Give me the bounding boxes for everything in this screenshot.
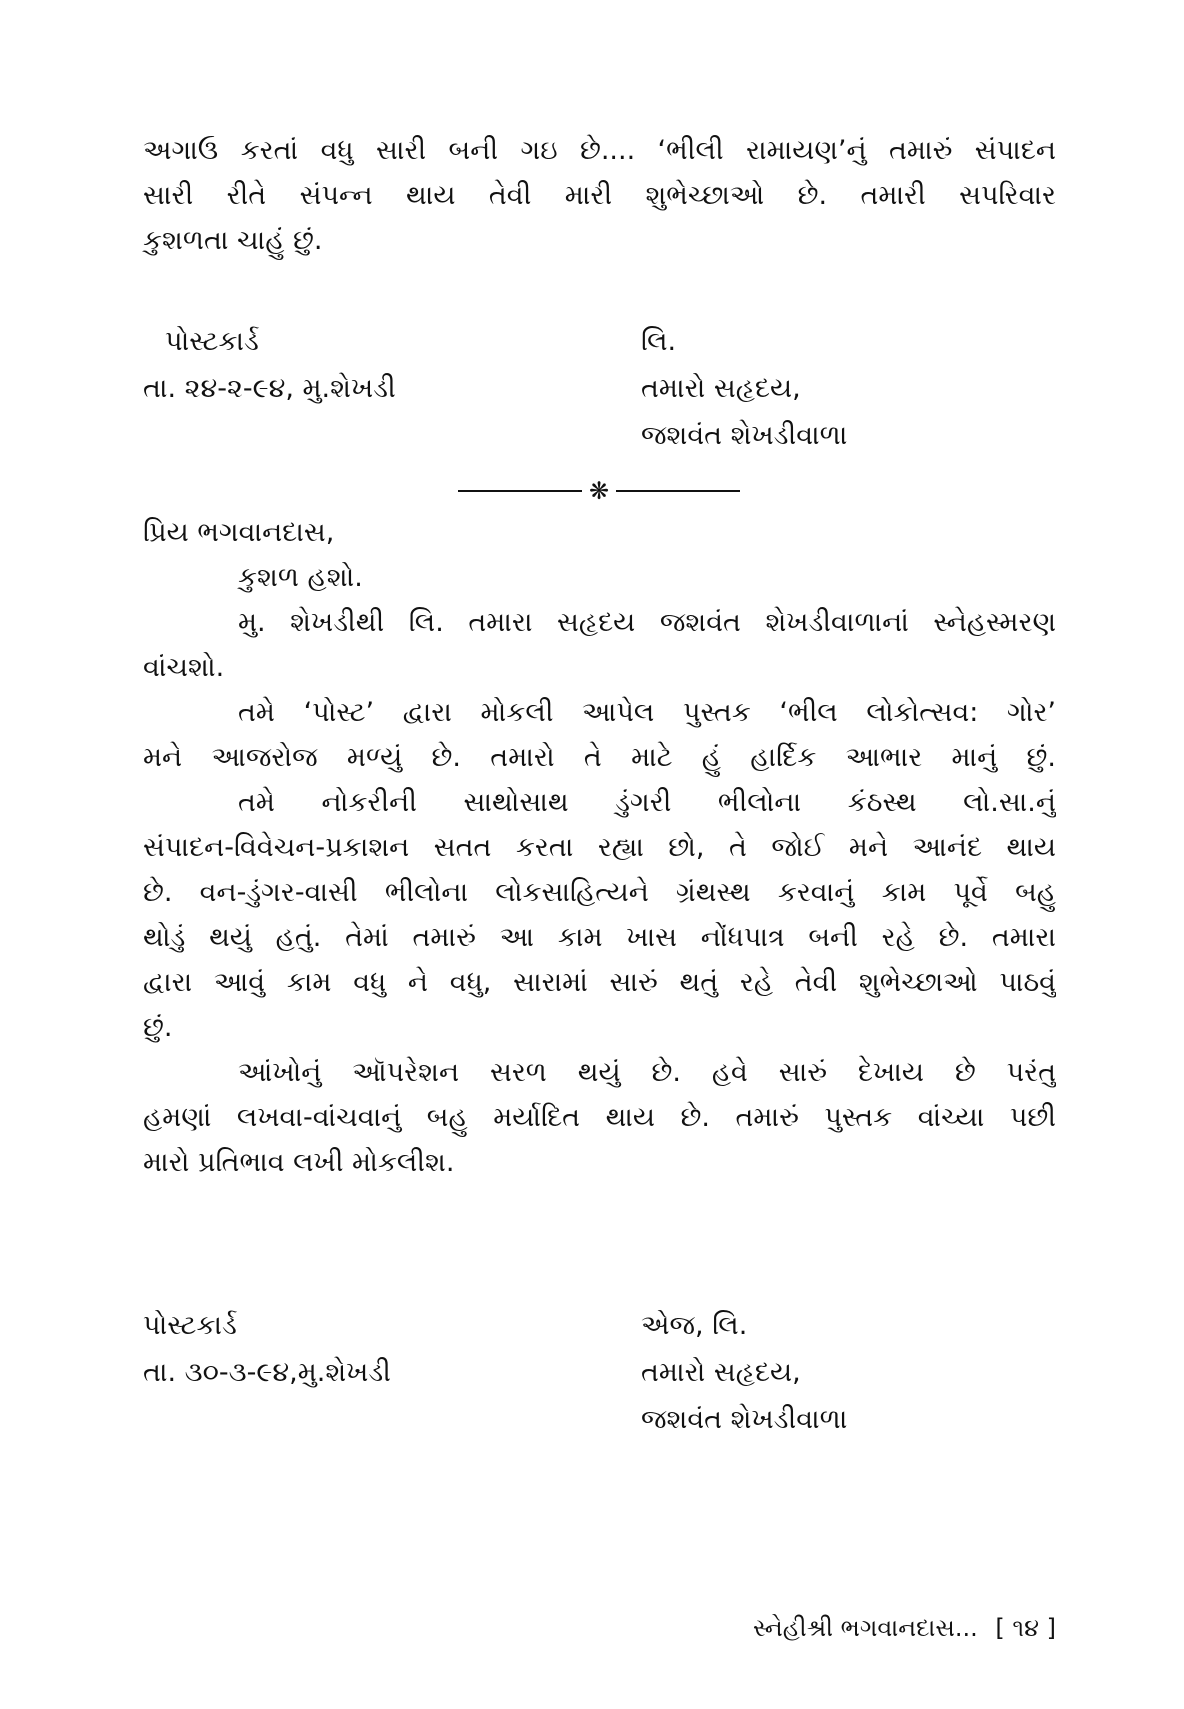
paragraph-line: વાંચશો. <box>143 652 225 683</box>
page-footer <box>753 1612 1056 1644</box>
signoff-name: જશવંત શેખડીવાળા <box>641 1404 848 1435</box>
divider-rule-left <box>458 490 582 492</box>
signoff-li: એજ, લિ. <box>641 1310 748 1341</box>
date-place: તા. ૨૪-૨-૯૪, મુ.શેખડી <box>143 373 396 404</box>
date-place: તા. ૩૦-૩-૯૪,મુ.શેખડી <box>143 1357 391 1388</box>
paragraph-line: છું. <box>143 1012 173 1043</box>
paragraph-line: છે. વન-ડુંગર-વાસી ભીલોના લોકસાહિત્યને ગ્રંથસ્થ કરવાનું કામ પૂર્વે બહુ <box>143 877 1056 908</box>
signoff-yours: તમારો સહૃદય, <box>641 1357 801 1388</box>
letter1-postcard-info <box>165 318 259 365</box>
paragraph-line: કુશળતા ચાહું છું. <box>143 225 323 256</box>
postcard-label: પોસ્ટકાર્ડ <box>143 1310 237 1341</box>
divider-rule-right <box>616 490 740 492</box>
signoff-li: લિ. <box>641 326 677 357</box>
paragraph-line: તમે ‘પોસ્ટ’ દ્વારા મોકલી આપેલ પુસ્તક ‘ભીલ લોકોત્સવ: ગોર’ <box>238 697 1056 728</box>
signoff-yours: તમારો સહૃદય, <box>641 373 801 404</box>
letter2-postcard-info <box>143 1302 391 1396</box>
running-title: સ્નેહીશ્રી ભગવાનદાસ... <box>752 1614 978 1642</box>
letter2-signature <box>641 1302 847 1443</box>
signoff-name: જશવંત શેખડીવાળા <box>641 420 848 451</box>
paragraph-line: મારો પ્રતિભાવ લખી મોકલીશ. <box>143 1147 455 1178</box>
greeting: કુશળ હશો. <box>238 562 363 593</box>
paragraph-line: આંખોનું ઑપરેશન સરળ થયું છે. હવે સારું દેખાય છે પરંતુ <box>238 1057 1056 1088</box>
postcard-label: પોસ્ટકાર્ડ <box>165 326 259 357</box>
page-number: [ ૧૪ ] <box>995 1614 1056 1642</box>
letter1-signature <box>641 318 847 459</box>
letter1-date-place <box>143 365 396 412</box>
paragraph-line: થોડું થયું હતું. તેમાં તમારું આ કામ ખાસ નોંધપાત્ર બની રહે છે. તમારા <box>143 922 1056 953</box>
paragraph-line: સારી રીતે સંપન્ન થાય તેવી મારી શુભેચ્છાઓ છે. તમારી સપરિવાર <box>143 180 1056 211</box>
paragraph-line: તમે નોકરીની સાથોસાથ ડુંગરી ભીલોના કંઠસ્થ લો.સા.નું <box>238 787 1056 818</box>
paragraph-line: મને આજરોજ મળ્યું છે. તમારો તે માટે હું હાર્દિક આભાર માનું છું. <box>143 742 1056 773</box>
top-paragraph <box>143 128 1056 263</box>
paragraph-line: સંપાદન-વિવેચન-પ્રકાશન સતત કરતા રહ્યા છો, તે જોઈ મને આનંદ થાય <box>143 832 1056 863</box>
letter2-body <box>143 510 1056 1185</box>
paragraph-line: અગાઉ કરતાં વધુ સારી બની ગઇ છે.... ‘ભીલી રામાયણ’નું તમારું સંપાદન <box>143 135 1056 166</box>
flourish-icon: ❋ <box>588 477 610 505</box>
paragraph-line: હમણાં લખવા-વાંચવાનું બહુ મર્યાદિત થાય છે. તમારું પુસ્તક વાંચ્યા પછી <box>143 1102 1056 1133</box>
salutation: પ્રિય ભગવાનદાસ, <box>143 517 335 548</box>
ornamental-divider <box>458 477 740 505</box>
paragraph-line: મુ. શેખડીથી લિ. તમારા સહૃદય જશવંત શેખડીવાળાનાં સ્નેહસ્મરણ <box>238 607 1056 638</box>
paragraph-line: દ્વારા આવું કામ વધુ ને વધુ, સારામાં સારું થતું રહે તેવી શુભેચ્છાઓ પાઠવું <box>143 967 1056 998</box>
